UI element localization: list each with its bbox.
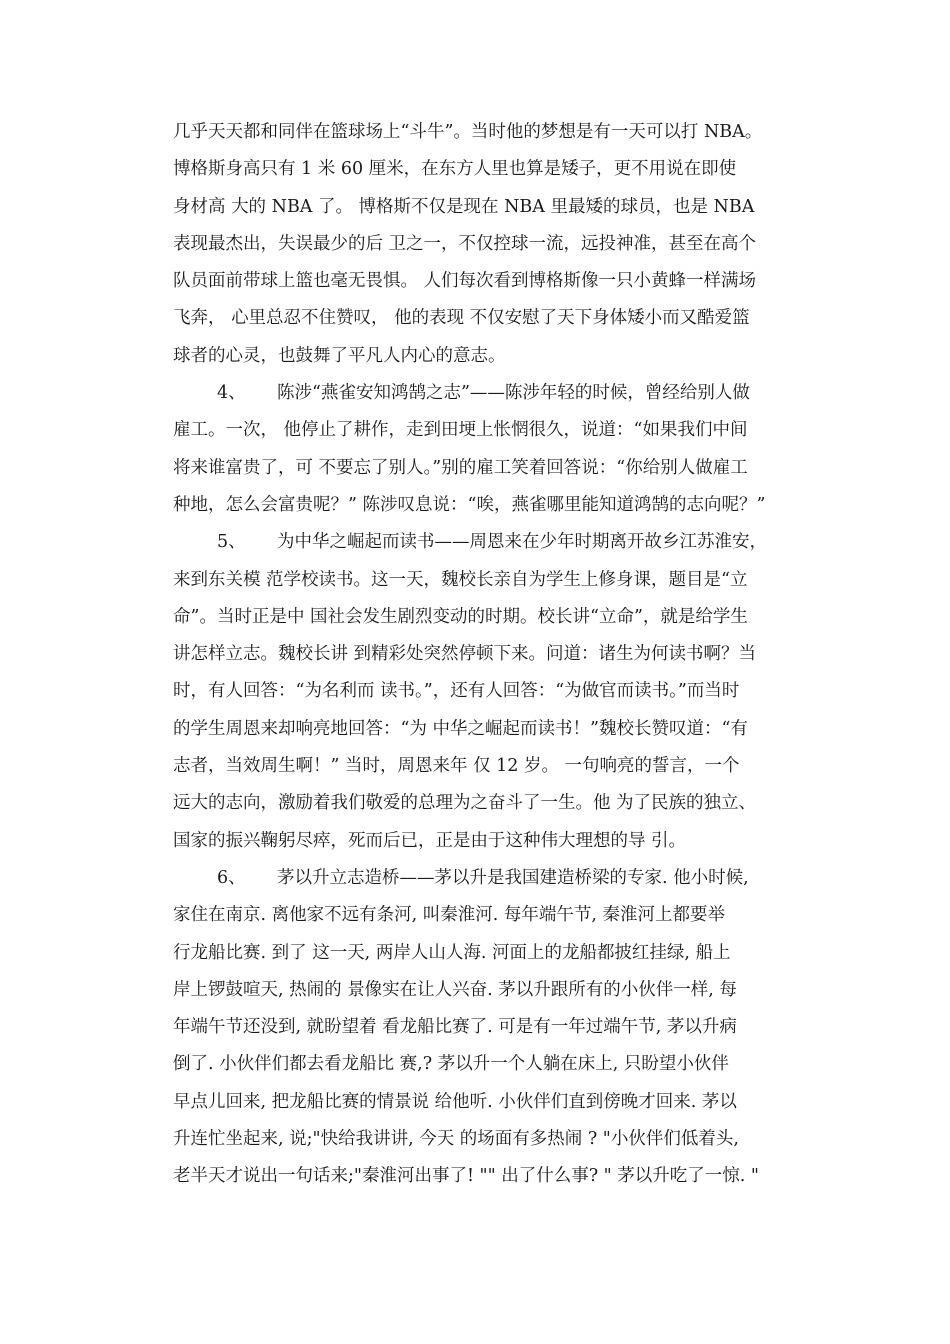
text-line: 飞奔， 心里总忍不住赞叹， 他的表现 不仅安慰了天下身体矮小而又酷爱篮	[173, 308, 750, 329]
paragraph-6	[173, 860, 813, 1196]
paragraph-first-line	[173, 375, 813, 412]
text-line: 老半天才说出一句话来;"秦淮河出事了! "" 出了什么事? " 茅以升吃了一惊. "	[173, 1166, 759, 1187]
paragraph-number: 5、	[217, 532, 246, 553]
text-line: 命”。当时正是中 国社会发生剧烈变动的时期。校长讲“立命”，就是给学生	[173, 606, 748, 627]
text-line: 为中华之崛起而读书——周恩来在少年时期离开故乡江苏淮安，	[277, 532, 767, 553]
text-line: 讲怎样立志。魏校长讲 到精彩处突然停顿下来。问道：诸生为何读书啊？当	[173, 644, 757, 665]
text-line: 种地，怎么会富贵呢？” 陈涉叹息说：“唉，燕雀哪里能知道鸿鹄的志向呢？”	[173, 494, 766, 515]
document-body	[173, 114, 813, 1196]
text-line: 志者，当效周生啊！” 当时，周恩来年 仅 12 岁。 一句响亮的誓言，一个	[173, 756, 740, 777]
text-line: 国家的振兴鞠躬尽瘁，死而后已，正是由于这种伟大理想的导 引。	[173, 830, 687, 851]
paragraph-4	[173, 375, 813, 524]
text-line: 身材高 大的 NBA 了。 博格斯不仅是现在 NBA 里最矮的球员，也是 NBA	[173, 196, 755, 217]
paragraph-5	[173, 524, 813, 860]
paragraph-3	[173, 114, 813, 375]
text-line: 升连忙坐起来, 说;"快给我讲讲, 今天 的场面有多热闹 ? "小伙伴们低着头,	[173, 1129, 739, 1150]
text-line: 时，有人回答：“为名利而 读书。”，还有人回答：“为做官而读书。”而当时	[173, 681, 740, 702]
text-line: 远大的志向，激励着我们敬爱的总理为之奋斗了一生。他 为了民族的独立、	[173, 793, 757, 814]
text-line: 岸上锣鼓喧天, 热闹的 景像实在让人兴奋. 茅以升跟所有的小伙伴一样, 每	[173, 979, 737, 1000]
text-line: 雇工。一次， 他停止了耕作，走到田埂上怅惘很久，说道：“如果我们中间	[173, 420, 748, 441]
paragraph-first-line	[173, 524, 813, 561]
text-line: 几乎天天都和同伴在篮球场上“斗牛”。当时他的梦想是有一天可以打 NBA。	[173, 122, 763, 142]
paragraph-number: 4、	[217, 383, 246, 404]
text-line: 倒了. 小伙伴们都去看龙船比 赛,? 茅以升一个人躺在床上, 只盼望小伙伴	[173, 1054, 729, 1075]
text-line: 行龙船比赛. 到了 这一天, 两岸人山人海. 河面上的龙船都披红挂绿, 船上	[173, 942, 731, 963]
text-line: 球者的心灵，也鼓舞了平凡人内心的意志。	[173, 345, 506, 366]
text-line: 将来谁富贵了，可 不要忘了别人。”别的雇工笑着回答说：“你给别人做雇工	[173, 457, 748, 478]
paragraph-first-line	[173, 860, 813, 897]
text-line: 队员面前带球上篮也毫无畏惧。 人们每次看到博格斯像一只小黄蜂一样满场	[173, 271, 757, 292]
text-line: 的学生周恩来却响亮地回答：“为 中华之崛起而读书！”魏校长赞叹道：“有	[173, 718, 748, 739]
text-line: 陈涉“燕雀安知鸿鹄之志”——陈涉年轻的时候，曾经给别人做	[277, 383, 750, 404]
text-line: 表现最杰出，失误最少的后 卫之一，不仅控球一流，远投神准，甚至在高个	[173, 233, 757, 254]
text-line: 博格斯身高只有 1 米 60 厘米，在东方人里也算是矮子，更不用说在即使	[173, 159, 737, 180]
text-line: 家住在南京. 离他家不远有条河, 叫秦淮河. 每年端午节, 秦淮河上都要举	[173, 905, 725, 926]
text-line: 年端午节还没到, 就盼望着 看龙船比赛了. 可是有一年过端午节, 茅以升病	[173, 1017, 737, 1038]
text-line: 早点儿回来, 把龙船比赛的情景说 给他听. 小伙伴们直到傍晚才回来. 茅以	[173, 1091, 737, 1112]
paragraph-number: 6、	[217, 867, 246, 888]
text-line: 来到东关模 范学校读书。这一天，魏校长亲自为学生上修身课，题目是“立	[173, 569, 748, 590]
text-line: 茅以升立志造桥——茅以升是我国建造桥梁的专家. 他小时候,	[277, 867, 749, 888]
